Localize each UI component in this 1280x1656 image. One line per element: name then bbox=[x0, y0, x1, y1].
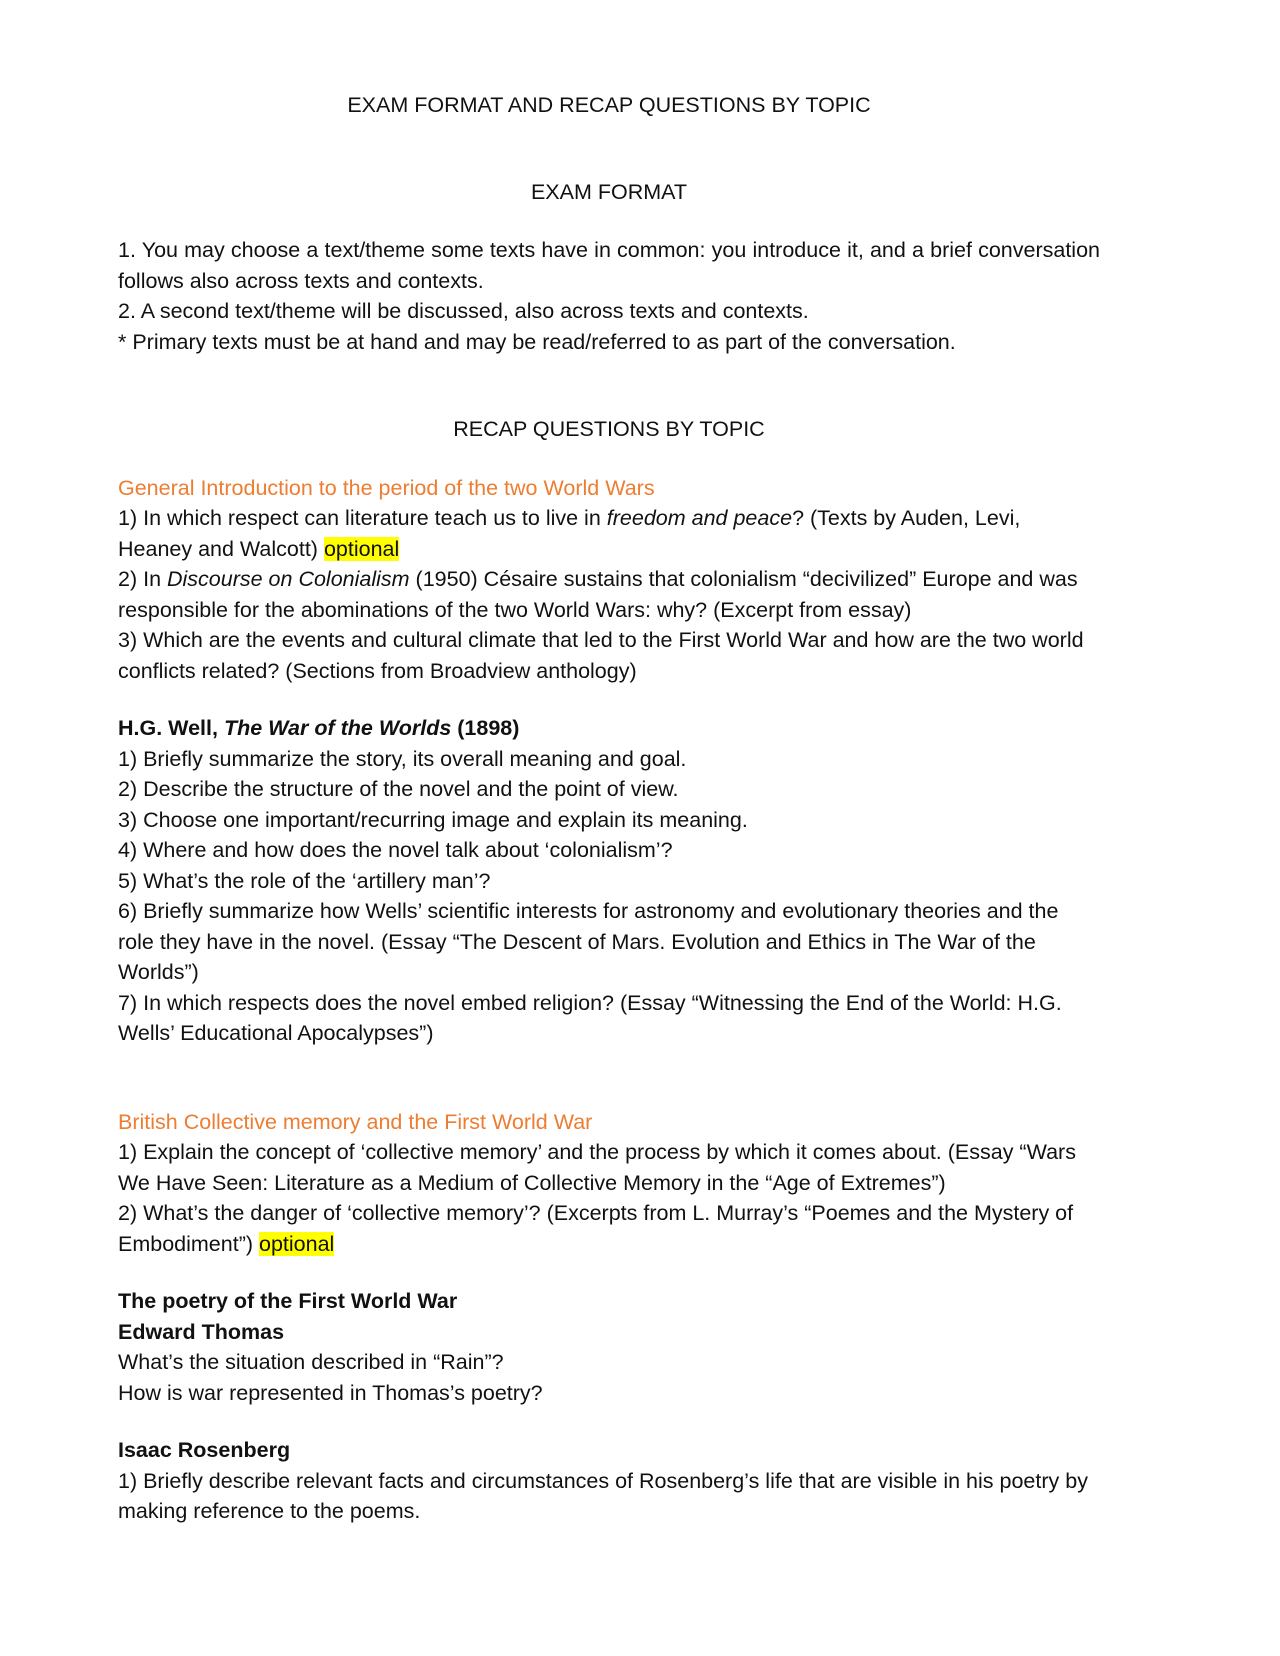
document-body bbox=[118, 90, 1100, 1527]
optional-tag: optional bbox=[259, 1231, 335, 1256]
wells-question-4: 4) Where and how does the novel talk about ‘colonialism’? bbox=[118, 838, 673, 862]
intro-question-2: 2) In Discourse on Colonialism (1950) Césaire sustains that colonialism “decivilized” Europe and was responsible for the abominations of the two World Wars: why? (Excerpt from essay) bbox=[118, 567, 1078, 622]
wells-question-5: 5) What’s the role of the ‘artillery man’? bbox=[118, 868, 491, 893]
memory-section-heading: British Collective memory and the First World War bbox=[118, 1109, 593, 1134]
exam-format-item-1: 1. You may choose a text/theme some texts have in common: you introduce it, and a brief conversation follows also across texts and contexts. bbox=[118, 238, 1100, 293]
wells-section-heading: H.G. Well, The War of the Worlds (1898) bbox=[118, 716, 520, 740]
wells-question-6: 6) Briefly summarize how Wells’ scientific interests for astronomy and evolutionary theories and the role they have in the novel. (Essay “The Descent of Mars. Evolution and Ethics in The War of the Worlds”) bbox=[118, 899, 1059, 984]
wells-question-3: 3) Choose one important/recurring image and explain its meaning. bbox=[118, 807, 748, 832]
thomas-heading: Edward Thomas bbox=[118, 1319, 285, 1344]
wells-question-7: 7) In which respects does the novel embed religion? (Essay “Witnessing the End of the World: H.G. Wells’ Educational Apocalypses”) bbox=[118, 990, 1062, 1045]
thomas-question-2: How is war represented in Thomas’s poetry? bbox=[118, 1380, 543, 1405]
memory-question-1: 1) Explain the concept of ‘collective memory’ and the process by which it comes about. (Essay “Wars We Have Seen: Literature as a Medium of Collective Memory in the “Age of Extremes”) bbox=[118, 1140, 1076, 1195]
wells-question-1: 1) Briefly summarize the story, its overall meaning and goal. bbox=[118, 746, 687, 771]
wells-question-2: 2) Describe the structure of the novel and the point of view. bbox=[118, 777, 679, 801]
intro-question-1-italic: freedom and peace bbox=[606, 506, 793, 530]
rosenberg-question-1: 1) Briefly describe relevant facts and circumstances of Rosenberg’s life that are visible in his poetry by making reference to the poems. bbox=[118, 1468, 1088, 1523]
rosenberg-heading: Isaac Rosenberg bbox=[118, 1438, 291, 1462]
optional-tag: optional bbox=[323, 536, 400, 561]
document-title: EXAM FORMAT AND RECAP QUESTIONS BY TOPIC bbox=[347, 93, 871, 117]
intro-question-2-italic: Discourse on Colonialism bbox=[167, 567, 410, 591]
intro-section-heading: General Introduction to the period of the two World Wars bbox=[118, 475, 655, 500]
exam-format-note: * Primary texts must be at hand and may be read/referred to as part of the conversation. bbox=[118, 329, 956, 354]
poetry-section-heading: The poetry of the First World War bbox=[118, 1289, 458, 1313]
thomas-question-1: What’s the situation described in “Rain”? bbox=[118, 1350, 504, 1374]
exam-format-heading: EXAM FORMAT bbox=[530, 179, 688, 204]
intro-question-3: 3) Which are the events and cultural climate that led to the First World War and how are the two world conflicts related? (Sections from Broadview anthology) bbox=[118, 628, 1084, 683]
wells-heading-italic: The War of the Worlds bbox=[223, 716, 452, 740]
memory-question-2: 2) What’s the danger of ‘collective memory’? (Excerpts from L. Murray’s “Poemes and the Mystery of Embodiment”) optional bbox=[118, 1201, 1074, 1256]
exam-format-item-2: 2. A second text/theme will be discussed, also across texts and contexts. bbox=[118, 299, 809, 323]
recap-heading: RECAP QUESTIONS BY TOPIC bbox=[453, 417, 765, 441]
intro-question-1: 1) In which respect can literature teach us to live in freedom and peace? (Texts by Auden, Levi, Heaney and Walcott) optional bbox=[118, 506, 1021, 561]
